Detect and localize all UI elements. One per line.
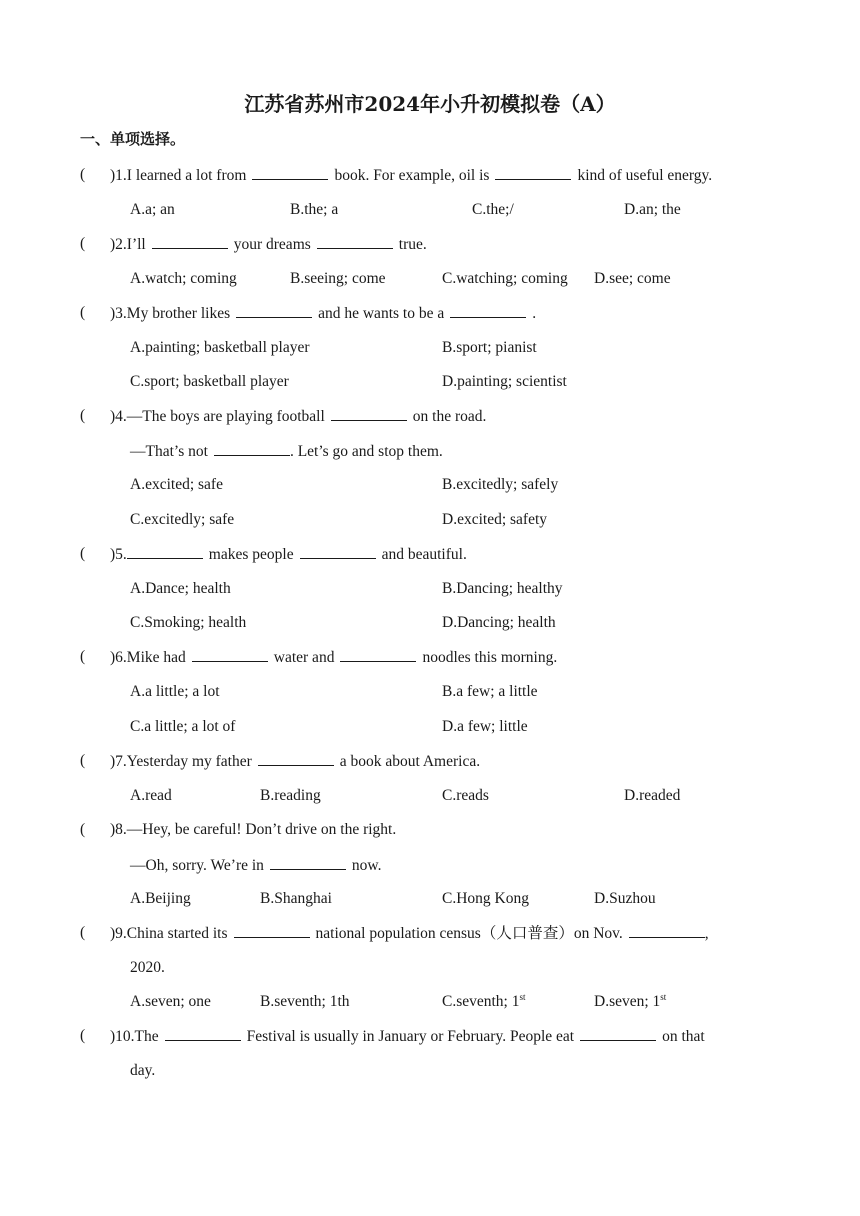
- option-c[interactable]: C.excitedly; safe: [130, 511, 235, 528]
- page-title: 江苏省苏州市2024年小升初模拟卷（A）: [244, 92, 616, 116]
- question-9-continued: 2020.: [130, 959, 165, 976]
- option-b[interactable]: B.the; a: [290, 201, 339, 218]
- question-3: )3.My brother likes and he wants to be a .: [110, 305, 537, 322]
- answer-paren[interactable]: (: [80, 304, 86, 321]
- answer-paren[interactable]: (: [80, 821, 86, 838]
- question-6: )6.Mike had water and noodles this morning.: [110, 649, 558, 666]
- option-b[interactable]: B.seventh; 1th: [260, 993, 350, 1010]
- answer-blank[interactable]: [252, 165, 328, 180]
- answer-blank[interactable]: [331, 406, 407, 421]
- option-d[interactable]: D.readed: [624, 787, 681, 804]
- answer-blank[interactable]: [214, 441, 290, 456]
- answer-blank[interactable]: [270, 855, 346, 870]
- option-b[interactable]: B.a few; a little: [442, 683, 538, 700]
- answer-paren[interactable]: (: [80, 545, 86, 562]
- question-4-reply: —That’s not . Let’s go and stop them.: [130, 443, 443, 460]
- question-5: )5. makes people and beautiful.: [110, 546, 467, 563]
- question-8: )8.—Hey, be careful! Don’t drive on the right.: [110, 821, 397, 838]
- option-d[interactable]: D.excited; safety: [442, 511, 548, 528]
- option-a[interactable]: A.Beijing: [130, 890, 191, 907]
- option-d[interactable]: D.Suzhou: [594, 890, 656, 907]
- answer-blank[interactable]: [580, 1026, 656, 1041]
- option-b[interactable]: B.Dancing; healthy: [442, 580, 563, 597]
- option-a[interactable]: A.a little; a lot: [130, 683, 220, 700]
- option-d[interactable]: D.painting; scientist: [442, 373, 567, 390]
- option-a[interactable]: A.painting; basketball player: [130, 339, 310, 356]
- section-heading: 一、单项选择。: [80, 130, 186, 148]
- question-1: )1.I learned a lot from book. For example, oil is kind of useful energy.: [110, 167, 713, 184]
- option-d[interactable]: D.Dancing; health: [442, 614, 556, 631]
- answer-paren[interactable]: (: [80, 752, 86, 769]
- option-a[interactable]: A.seven; one: [130, 993, 211, 1010]
- answer-blank[interactable]: [258, 751, 334, 766]
- answer-paren[interactable]: (: [80, 166, 86, 183]
- answer-blank[interactable]: [340, 647, 416, 662]
- answer-blank[interactable]: [629, 923, 705, 938]
- option-c[interactable]: C.the;/: [472, 201, 514, 218]
- option-a[interactable]: A.a; an: [130, 201, 175, 218]
- answer-paren[interactable]: (: [80, 1027, 86, 1044]
- option-b[interactable]: B.sport; pianist: [442, 339, 537, 356]
- question-10: )10.The Festival is usually in January or February. People eat on that: [110, 1028, 705, 1045]
- option-c[interactable]: C.a little; a lot of: [130, 718, 236, 735]
- answer-blank[interactable]: [127, 544, 203, 559]
- option-d[interactable]: D.seven; 1st: [594, 991, 667, 1010]
- option-d[interactable]: D.see; come: [594, 270, 671, 287]
- option-a[interactable]: A.Dance; health: [130, 580, 231, 597]
- option-a[interactable]: A.excited; safe: [130, 476, 223, 493]
- question-4: )4.—The boys are playing football on the road.: [110, 408, 487, 425]
- answer-blank[interactable]: [192, 647, 268, 662]
- answer-paren[interactable]: (: [80, 648, 86, 665]
- option-c[interactable]: C.reads: [442, 787, 489, 804]
- option-a[interactable]: A.watch; coming: [130, 270, 237, 287]
- option-c[interactable]: C.Smoking; health: [130, 614, 247, 631]
- option-c[interactable]: C.watching; coming: [442, 270, 568, 287]
- answer-paren[interactable]: (: [80, 235, 86, 252]
- answer-blank[interactable]: [152, 234, 228, 249]
- answer-blank[interactable]: [165, 1026, 241, 1041]
- question-8-reply: —Oh, sorry. We’re in now.: [130, 857, 382, 874]
- answer-blank[interactable]: [300, 544, 376, 559]
- option-a[interactable]: A.read: [130, 787, 172, 804]
- answer-blank[interactable]: [236, 303, 312, 318]
- answer-paren[interactable]: (: [80, 924, 86, 941]
- option-b[interactable]: B.seeing; come: [290, 270, 386, 287]
- option-b[interactable]: B.excitedly; safely: [442, 476, 559, 493]
- answer-blank[interactable]: [495, 165, 571, 180]
- option-c[interactable]: C.seventh; 1st: [442, 991, 526, 1010]
- question-7: )7.Yesterday my father a book about America.: [110, 753, 481, 770]
- answer-blank[interactable]: [450, 303, 526, 318]
- answer-blank[interactable]: [317, 234, 393, 249]
- option-b[interactable]: B.Shanghai: [260, 890, 332, 907]
- question-9: )9.China started its national population census（人口普查）on Nov. ,: [110, 925, 709, 942]
- option-d[interactable]: D.a few; little: [442, 718, 528, 735]
- question-2: )2.I’ll your dreams true.: [110, 236, 427, 253]
- answer-blank[interactable]: [234, 923, 310, 938]
- option-b[interactable]: B.reading: [260, 787, 321, 804]
- answer-paren[interactable]: (: [80, 407, 86, 424]
- option-c[interactable]: C.sport; basketball player: [130, 373, 289, 390]
- option-c[interactable]: C.Hong Kong: [442, 890, 529, 907]
- question-10-continued: day.: [130, 1062, 156, 1079]
- option-d[interactable]: D.an; the: [624, 201, 681, 218]
